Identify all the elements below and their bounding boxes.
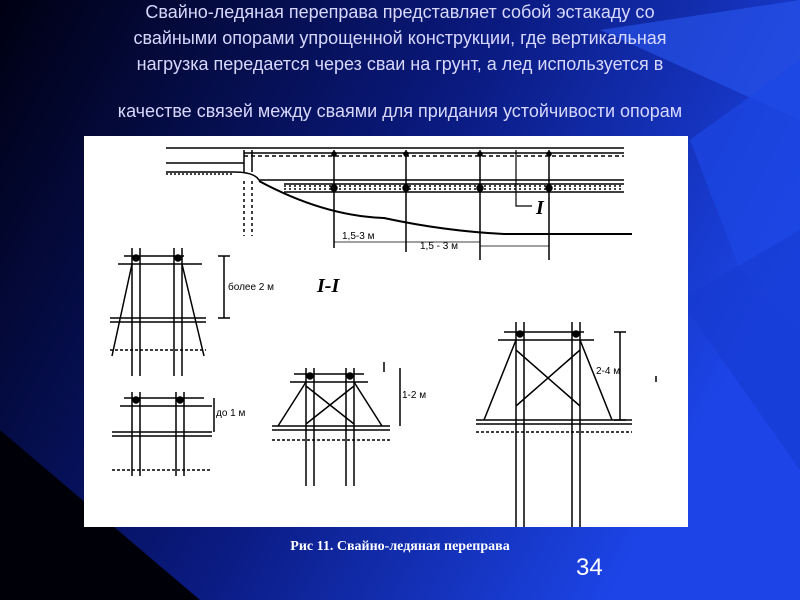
- title-line-1: Свайно-ледяная переправа представляет собой эстакаду со: [145, 2, 655, 22]
- title-line-2: свайными опорами упрощенной конструкции, где вертикальная: [133, 28, 667, 48]
- support-tall: [110, 248, 230, 376]
- title-line-4: качестве связей между сваями для придания устойчивости опорам: [117, 101, 683, 121]
- figure-caption: Рис 11. Свайно-ледяная переправа: [290, 539, 510, 554]
- support-wide: [476, 322, 656, 527]
- two-four-m-label: 2-4 м: [596, 366, 621, 377]
- upto-1m-label: до 1 м: [216, 408, 246, 419]
- one-two-m-label: 1-2 м: [402, 390, 427, 401]
- span-label-1: 1,5-3 м: [342, 231, 375, 242]
- ice-crossing-diagram: [84, 136, 688, 527]
- page-number: 34: [576, 554, 603, 581]
- longitudinal-section: [166, 148, 632, 260]
- support-braced: [272, 362, 400, 486]
- title-line-3: нагрузка передается через сваи на грунт, а лед используется в: [136, 54, 664, 74]
- section-label: I-I: [317, 275, 340, 297]
- ice-crossing-figure: [84, 136, 688, 527]
- section-marker-label: I: [536, 197, 544, 219]
- more-2m-label: более 2 м: [228, 282, 275, 293]
- span-label-2: 1,5 - 3 м: [420, 241, 459, 252]
- support-short: [112, 392, 214, 476]
